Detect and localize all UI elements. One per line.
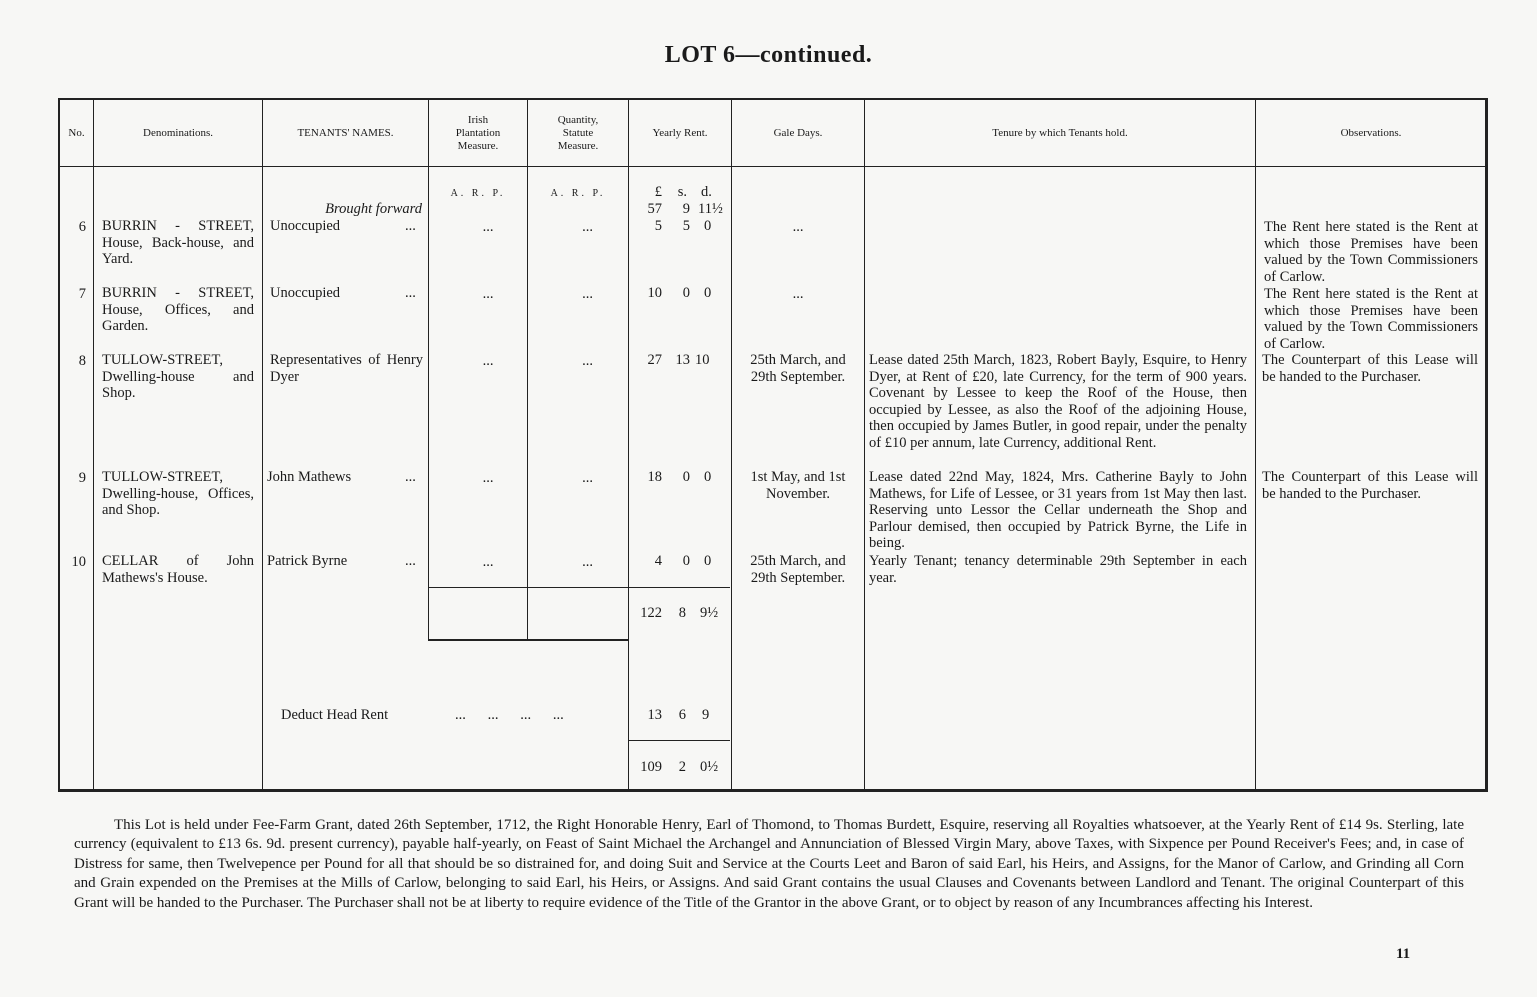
deduct-dots: ... ... ... ... [455,707,564,723]
row-tenant-dots: ... [405,218,416,234]
column-rule [1255,98,1256,792]
rent-pence: 0 [704,469,712,485]
row-denomination: TULLOW-STREET, Dwelling-house and Shop. [102,352,254,402]
row-denomination: BURRIN - STREET, House, Back-house, and Yard. [102,218,254,268]
deduct-pounds: 13 [647,707,662,723]
column-rule [93,98,94,792]
header-denominations: Denominations. [143,126,213,139]
deduct-pence: 9 [702,707,710,723]
total-shillings: 8 [678,605,686,621]
row-denomination: TULLOW-STREET, Dwelling-house, Offices, and Shop. [102,469,254,519]
shilling-sign: s. [677,184,687,200]
net-pence: 0½ [700,759,719,775]
header-statute-measure [528,101,628,165]
row-number: 7 [78,286,86,302]
header-rent: Yearly Rent. [652,126,708,139]
header-irish-line: Irish [467,113,489,126]
row-gale: 1st May, and 1st November. [750,469,846,502]
row-irish: ... [482,470,494,486]
irish-units: A. R. P. [450,188,506,199]
row-tenure: Yearly Tenant; tenancy determinable 29th September in each year. [869,553,1247,586]
row-statute: ... [582,554,593,570]
row-tenant: Unoccupied [270,285,341,301]
row-gale: ... [792,286,804,302]
rent-pounds: 18 [647,469,662,485]
rent-pounds: 10 [647,285,662,301]
column-rule [731,98,732,792]
page-number: 11 [1396,946,1411,962]
row-irish: ... [482,554,494,570]
rent-pence: 0 [704,553,712,569]
row-tenure: Lease dated 25th March, 1823, Robert Bayly, Esquire, to Henry Dyer, at Rent of £20, late Currency, for the term of 900 years. Covenant by Lessee to keep the Roof of the House, then occupied by Lessee, as also the Roof of the adjoining House, then occupied by James Butler, in good repair, under the penalty of £10 per annum, late Currency, additional Rent. [869,352,1247,451]
row-number: 10 [71,554,86,570]
row-irish: ... [482,219,494,235]
total-pounds: 122 [640,605,662,621]
row-statute: ... [582,353,593,369]
header-no: No. [68,126,85,139]
column-rule [628,98,629,792]
deduct-shillings: 6 [678,707,686,723]
header-statute-line: Statute [562,126,594,139]
row-denomination: BURRIN - STREET, House, Offices, and Garden. [102,285,254,335]
header-irish-line: Plantation [455,126,501,139]
page-title: LOT 6—continued. [664,42,873,68]
rent-shillings: 9 [682,201,690,217]
row-tenant: John Mathews [267,469,352,485]
pence-sign: d. [701,184,712,200]
row-statute: ... [582,219,593,235]
row-observations: The Counterpart of this Lease will be handed to the Purchaser. [1262,352,1478,385]
row-tenant-dots: ... [405,469,416,485]
net-pounds: 109 [640,759,662,775]
row-tenure: Lease dated 22nd May, 1824, Mrs. Catherine Bayly to John Mathews, for Life of Lessee, or 31 years from 1st May then last. Reserving unto Lessor the Cellar underneath the Shop and Parlour demised, then occupied by Patrick Byrne, the Life in being. [869,469,1247,552]
pound-sign: £ [654,184,662,200]
column-rule [864,98,865,792]
row-number: 9 [78,470,86,486]
row-observations: The Counterpart of this Lease will be handed to the Purchaser. [1262,469,1478,502]
row-gale: 25th March, and 29th September. [750,352,846,385]
header-rule [58,166,1488,167]
rent-pence: 11½ [698,201,723,217]
header-tenure: Tenure by which Tenants hold. [992,126,1128,139]
header-irish-measure [429,101,527,165]
statute-units: A. R. P. [550,188,606,199]
measure-close-rule [428,639,628,641]
deduct-label: Deduct Head Rent [281,707,389,723]
rent-pounds: 57 [647,201,662,217]
header-statute-line: Quantity, [557,113,599,126]
header-observations: Observations. [1340,126,1402,139]
rent-pence: 0 [704,218,712,234]
row-tenant: Unoccupied [270,218,341,234]
header-tenants: TENANTS' NAMES. [297,126,394,139]
rent-pounds: 4 [654,553,662,569]
row-denomination: CELLAR of John Mathews's House. [102,553,254,586]
row-tenant: Patrick Byrne [267,553,348,569]
header-statute-line: Measure. [557,139,599,152]
brought-forward-label: Brought forward [325,201,422,217]
row-irish: ... [482,353,494,369]
rent-pence: 0 [704,285,712,301]
row-statute: ... [582,470,593,486]
row-tenant-dots: ... [405,553,416,569]
row-gale: 25th March, and 29th September. [750,553,846,586]
rent-pounds: 5 [654,218,662,234]
total-pence: 9½ [700,605,719,621]
row-observations: The Rent here stated is the Rent at which those Premises have been valued by the Town Commissioners of Carlow. [1264,219,1478,285]
rent-shillings: 0 [682,553,690,569]
rent-shillings: 0 [682,285,690,301]
row-number: 8 [78,353,86,369]
net-rule [628,740,730,741]
row-number: 6 [78,219,86,235]
rent-shillings: 5 [682,218,690,234]
row-tenant: Representatives of Henry Dyer [270,352,423,385]
rent-shillings: 13 [675,352,690,368]
net-shillings: 2 [678,759,686,775]
row-observations: The Rent here stated is the Rent at which those Premises have been valued by the Town Commissioners of Carlow. [1264,286,1478,352]
rent-pounds: 27 [647,352,662,368]
header-gale: Gale Days. [773,126,823,139]
rent-shillings: 0 [682,469,690,485]
row-gale: ... [792,219,804,235]
row-statute: ... [582,286,593,302]
rent-pence: 10 [695,352,710,368]
header-irish-line: Measure. [457,139,499,152]
subtotal-rule [428,587,730,588]
footnote-paragraph: This Lot is held under Fee-Farm Grant, dated 26th September, 1712, the Right Honorable Henry, Earl of Thomond, to Thomas Burdett, Esquire, reserving all Royalties whatsoever, at the Yearly Rent of £14 9s. Sterling, late currency (equivalent to £13 6s. 9d. present currency), payable half-yearly, on Feast of Saint Michael the Archangel and Annunciation of Blessed Virgin Mary, above Taxes, with Sixpence per Pound Receiver's Fees; and, in case of Distress for same, then Twelvepence per Pound for all that should be so distrained for, and doing Suit and Service at the Courts Leet and Baron of said Earl, his Heirs, and Assigns, for the Manor of Carlow, and Grinding all Corn and Grain expended on the Premises at the Mills of Carlow, belonging to said Earl, his Heirs, or Assigns. And said Grant contains the usual Clauses and Covenants between Landlord and Tenant. The original Counterpart of this Grant will be handed to the Purchaser. The Purchaser shall not be at liberty to require evidence of the Title of the Grantor in the above Grant, or to object by reason of any Incumbrances affecting his Interest. [74,817,1464,911]
row-irish: ... [482,286,494,302]
row-tenant-dots: ... [405,285,416,301]
